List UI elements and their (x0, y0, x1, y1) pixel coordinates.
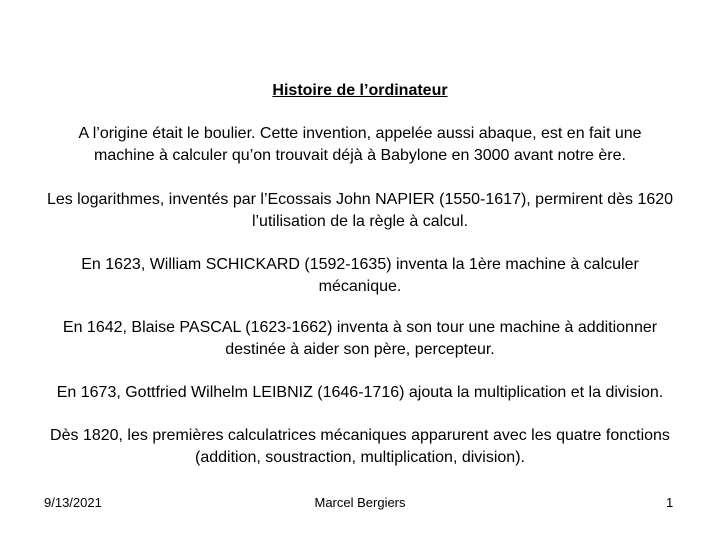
paragraph-line: destinée à aider son père, percepteur. (225, 341, 495, 358)
paragraph-pascal (0, 317, 720, 361)
paragraph-napier (0, 189, 720, 233)
paragraph-line: Les logarithmes, inventés par l’Ecossais John NAPIER (1550-1617), permirent dès 1620 (46, 191, 674, 208)
paragraph-schickard (0, 254, 720, 298)
paragraph-line: En 1623, William SCHICKARD (1592-1635) inventa la 1ère machine à calculer (81, 256, 639, 273)
paragraph-line: A l’origine était le boulier. Cette invention, appelée aussi abaque, est en fait une (78, 125, 642, 142)
footer-author: Marcel Bergiers (314, 495, 406, 510)
paragraph-calculatrices (0, 425, 720, 469)
paragraph-leibniz (0, 382, 720, 404)
footer-date: 9/13/2021 (44, 495, 102, 510)
paragraph-line: En 1642, Blaise PASCAL (1623-1662) inventa à son tour une machine à additionner (62, 319, 658, 336)
paragraph-line: Dès 1820, les premières calculatrices mécaniques apparurent avec les quatre fonctions (50, 427, 670, 444)
paragraph-line: mécanique. (318, 278, 402, 295)
footer-page-number: 1 (666, 495, 674, 510)
paragraph-line: (addition, soustraction, multiplication, division). (195, 449, 525, 466)
paragraph-line: En 1673, Gottfried Wilhelm LEIBNIZ (1646-1716) ajouta la multiplication et la division. (56, 384, 664, 401)
paragraph-line: machine à calculer qu’on trouvait déjà à Babylone en 3000 avant notre ère. (94, 147, 626, 164)
paragraph-boulier (0, 123, 720, 167)
slide-title: Histoire de l’ordinateur (272, 82, 448, 99)
paragraph-line: l’utilisation de la règle à calcul. (251, 213, 469, 230)
